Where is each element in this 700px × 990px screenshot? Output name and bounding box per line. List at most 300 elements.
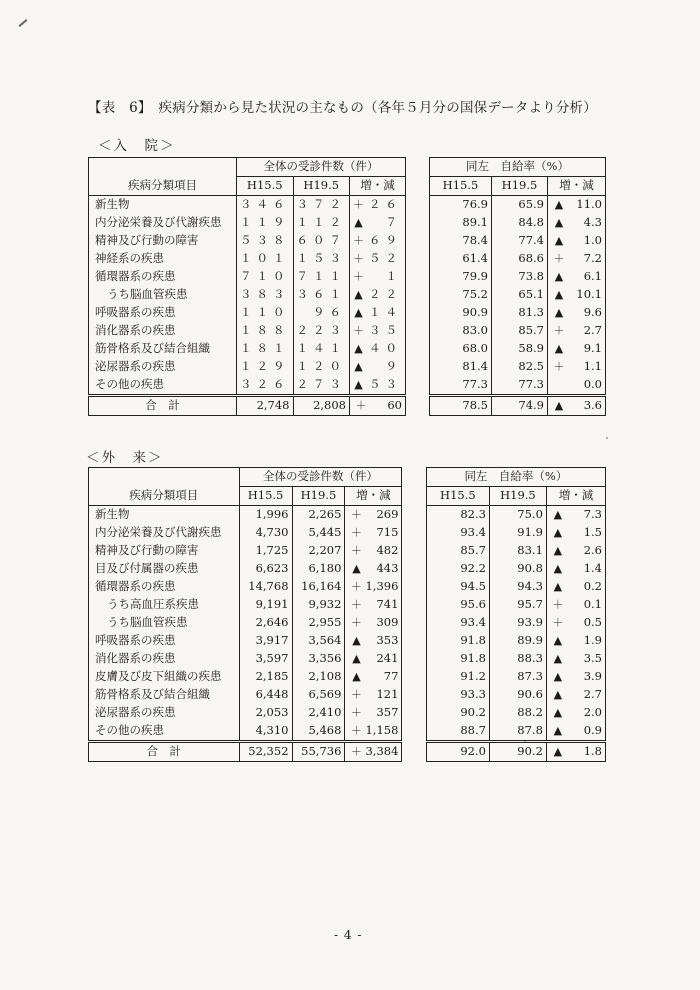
table-row [89,196,606,215]
row-label: その他の疾患 [89,376,237,396]
count-change [350,250,406,268]
page-number: - 4 - [334,928,363,942]
h15-rate: 93.4 [426,524,489,542]
change-sign-icon: ▲ [553,580,563,594]
h19-rate: 65.9 [492,196,548,215]
count-change [350,268,406,286]
h15-rate: 91.8 [426,650,489,668]
change-value: 3.5 [583,651,602,666]
change-sign-icon: ▲ [354,216,368,230]
change-sign-icon: ＋ [350,526,362,540]
row-label: 目及び付属器の疾患 [89,560,240,578]
change-sign-icon: ＋ [350,508,362,522]
change-value: １ [385,269,402,284]
change-value: 6.1 [583,269,602,284]
h15-count: 2,646 [239,614,292,632]
row-label: うち高血圧系疾患 [89,596,240,614]
header-blank [89,468,240,487]
h19-count: 2,207 [292,542,345,560]
row-label: うち脳血管疾患 [89,286,237,304]
h19-rate: 90.6 [489,686,546,704]
rate-group-header: 同左 自給率（%） [426,468,605,487]
rate-h15-column-header: H15.5 [426,487,489,506]
row-label: 筋骨格系及び結合組織 [89,686,240,704]
change-value: 0.2 [583,579,602,594]
h19-total-rate: 74.9 [492,396,548,416]
change-value: ６９ [369,233,402,248]
h19-count: ３６１ [293,286,350,304]
h19-count: 5,445 [292,524,345,542]
table-row [89,506,606,525]
rate-h19-column-header: H19.5 [489,487,546,506]
h19-rate: 88.3 [489,650,546,668]
rate-h15-column-header: H15.5 [430,177,492,196]
h19-rate: 82.5 [492,358,548,376]
change-sign-icon: ▲ [553,688,563,702]
change-value: 9.1 [583,341,602,356]
h15-rate: 61.4 [430,250,492,268]
change-sign-icon: ▲ [553,745,563,759]
change-value: 4.3 [583,215,602,230]
table-row [89,340,606,358]
change-value: 1.1 [583,359,602,374]
change-sign-icon: ▲ [554,288,564,302]
document-title: 【表 6】 疾病分類から見た状況の主なもの（各年５月分の国保データより分析） [88,100,597,116]
count-change [350,304,406,322]
table-row [89,250,606,268]
change-sign-icon: ＋ [553,360,565,374]
rate-change [548,322,606,340]
change-value: 2.0 [583,705,602,720]
count-change [345,506,402,525]
change-sign-icon: ＋ [355,399,367,413]
change-sign-icon: ▲ [352,634,361,648]
table-row [89,376,606,396]
row-label: 内分泌栄養及び代謝疾患 [89,214,237,232]
count-change [345,578,402,596]
h19-rate: 94.3 [489,578,546,596]
change-value: 60 [387,398,402,413]
h19-total-rate: 90.2 [489,742,546,762]
change-value: ５３ [369,377,402,392]
row-label: その他の疾患 [89,722,240,742]
count-change [345,668,402,686]
h15-rate: 94.5 [426,578,489,596]
change-sign-icon: ＋ [350,544,362,558]
count-change [345,614,402,632]
h15-rate: 82.3 [426,506,489,525]
row-label: 泌尿器系の疾患 [89,704,240,722]
h15-count: １１９ [237,214,294,232]
table-row [89,560,606,578]
h15-count: ３８３ [237,286,294,304]
h19-count: ９６ [293,304,350,322]
change-value: 1.0 [583,233,602,248]
table-row [89,614,606,632]
row-label: 皮膚及び皮下組織の疾患 [89,668,240,686]
h15-count: ３２６ [237,376,294,396]
table-row [89,686,606,704]
h15-count: 14,768 [239,578,292,596]
total-count-change [345,742,402,762]
rate-change [546,668,605,686]
h15-rate: 93.4 [426,614,489,632]
change-sign-icon: ▲ [554,342,564,356]
change-sign-icon: ＋ [350,580,362,594]
row-label: 循環器系の疾患 [89,578,240,596]
change-sign-icon: ＋ [350,598,362,612]
h19-count: 2,955 [292,614,345,632]
count-change [345,704,402,722]
change-sign-icon: ▲ [553,562,563,576]
row-label: 呼吸器系の疾患 [89,632,240,650]
h15-rate: 90.2 [426,704,489,722]
h19-column-header: H19.5 [293,177,350,196]
h15-rate: 81.4 [430,358,492,376]
change-sign-icon: ▲ [553,634,563,648]
change-sign-icon: ▲ [354,306,368,320]
h19-rate: 88.2 [489,704,546,722]
change-value: 10.1 [576,287,602,302]
table-row [89,286,606,304]
change-value: １４ [369,305,402,320]
change-value: 11.0 [576,197,602,212]
table-row [89,722,606,742]
rate-change [548,250,606,268]
table-row [89,304,606,322]
count-group-header: 全体の受診件数（件） [237,158,406,177]
h15-count: 4,730 [239,524,292,542]
change-value: ５２ [369,251,402,266]
total-row [89,742,606,762]
change-value: 2.7 [583,323,602,338]
count-change [345,542,402,560]
change-value: 715 [376,525,399,540]
total-rate-change [546,742,605,762]
h19-count: ２７３ [293,376,350,396]
change-sign-icon: ▲ [352,670,361,684]
change-value: 7.2 [583,251,602,266]
scan-speck [606,437,608,439]
count-change [345,560,402,578]
change-value: 2.6 [583,543,602,558]
rate-change [546,722,605,742]
change-value: 0.9 [583,723,602,738]
h19-count: 2,108 [292,668,345,686]
count-change [350,340,406,358]
change-value: ９ [385,359,402,374]
change-sign-icon: ▲ [354,342,368,356]
row-label: 精神及び行動の障害 [89,542,240,560]
h15-rate: 75.2 [430,286,492,304]
h15-rate: 92.2 [426,560,489,578]
h19-count: ３７２ [293,196,350,215]
outpatient-section-label: ＜外 来＞ [86,450,164,466]
count-change [345,686,402,704]
h19-rate: 89.9 [489,632,546,650]
h19-rate: 84.8 [492,214,548,232]
h19-count: 6,180 [292,560,345,578]
h15-rate: 77.3 [430,376,492,396]
count-change [350,214,406,232]
table-row [89,596,606,614]
h19-column-header: H19.5 [292,487,345,506]
h19-rate: 65.1 [492,286,548,304]
table-row [89,650,606,668]
h15-rate: 85.7 [426,542,489,560]
h15-rate: 95.6 [426,596,489,614]
h15-rate: 76.9 [430,196,492,215]
h15-count: ３４６ [237,196,294,215]
table-row [89,214,606,232]
h19-total: 2,808 [293,396,350,416]
table-row [89,358,606,376]
count-change [345,596,402,614]
rate-change [548,304,606,322]
change-value: 741 [376,597,399,612]
h19-rate: 77.3 [492,376,548,396]
change-sign-icon: ▲ [553,706,563,720]
h19-count: 2,265 [292,506,345,525]
h19-rate: 73.8 [492,268,548,286]
h15-count: 3,917 [239,632,292,650]
change-sign-icon: ＋ [552,616,564,630]
change-value: 0.1 [583,597,602,612]
change-sign-icon: ▲ [354,360,368,374]
h19-rate: 58.9 [492,340,548,358]
header-blank [89,158,237,177]
h19-rate: 95.7 [489,596,546,614]
change-value: 3,384 [365,744,399,759]
change-sign-icon: ▲ [554,399,564,413]
outpatient-table [88,467,606,762]
rate-change [548,214,606,232]
change-value: 443 [376,561,399,576]
h15-count: １０１ [237,250,294,268]
change-value: 241 [376,651,399,666]
table-row [89,542,606,560]
h19-rate: 87.3 [489,668,546,686]
count-change [350,286,406,304]
change-value: ２２ [369,287,402,302]
change-sign-icon: ＋ [353,198,369,212]
rate-change-column-header: 増・減 [548,177,606,196]
rate-change [548,232,606,250]
h19-count: 6,569 [292,686,345,704]
h15-rate: 83.0 [430,322,492,340]
change-value: 353 [376,633,399,648]
rate-change [548,196,606,215]
change-sign-icon: ▲ [354,288,368,302]
change-value: 309 [376,615,399,630]
h19-rate: 77.4 [492,232,548,250]
h19-count: 16,164 [292,578,345,596]
h15-rate: 68.0 [430,340,492,358]
change-sign-icon: ▲ [553,652,563,666]
change-value: ７ [385,215,402,230]
h15-rate: 79.9 [430,268,492,286]
change-value: ３５ [369,323,402,338]
h15-count: 4,310 [239,722,292,742]
h15-count: 6,448 [239,686,292,704]
row-label: 泌尿器系の疾患 [89,358,237,376]
item-column-header: 疾病分類項目 [89,177,237,196]
h15-count: 9,191 [239,596,292,614]
inpatient-table [88,157,606,416]
h15-rate: 88.7 [426,722,489,742]
h15-count: ７１０ [237,268,294,286]
change-sign-icon: ＋ [552,598,564,612]
change-sign-icon: ＋ [353,324,369,338]
count-change [345,524,402,542]
change-sign-icon: ＋ [353,252,369,266]
h19-rate: 85.7 [492,322,548,340]
h15-total-rate: 78.5 [430,396,492,416]
rate-group-header: 同左 自給率（%） [430,158,606,177]
h19-rate: 91.9 [489,524,546,542]
h19-count: ７１１ [293,268,350,286]
change-value: 1.9 [583,633,602,648]
h15-total: 52,352 [239,742,292,762]
change-value: 3.9 [583,669,602,684]
row-label: 消化器系の疾患 [89,650,240,668]
h19-rate: 75.0 [489,506,546,525]
h19-count: １２０ [293,358,350,376]
change-sign-icon: ▲ [554,216,564,230]
change-value: 357 [376,705,399,720]
change-sign-icon: ＋ [350,616,362,630]
scan-mark [19,19,28,27]
h19-count: 5,468 [292,722,345,742]
change-sign-icon: ＋ [350,724,362,738]
change-sign-icon: ▲ [352,652,361,666]
rate-change [548,286,606,304]
change-value: 269 [376,507,399,522]
change-value: 121 [376,687,399,702]
count-change [350,376,406,396]
change-value: 77 [383,669,399,684]
rate-change [546,524,605,542]
rate-change [546,686,605,704]
change-value: 482 [376,543,399,558]
row-label: 新生物 [89,506,240,525]
item-column-header: 疾病分類項目 [89,487,240,506]
row-label: うち脳血管疾患 [89,614,240,632]
h15-total: 2,748 [237,396,294,416]
h15-count: 1,725 [239,542,292,560]
change-sign-icon: ＋ [553,252,565,266]
row-label: 筋骨格系及び結合組織 [89,340,237,358]
change-value: 7.3 [583,507,602,522]
h19-count: 3,564 [292,632,345,650]
h19-count: 9,932 [292,596,345,614]
h19-count: １４１ [293,340,350,358]
change-sign-icon: ▲ [553,670,563,684]
change-sign-icon: ▲ [354,378,368,392]
change-sign-icon: ＋ [350,688,362,702]
h15-column-header: H15.5 [237,177,294,196]
h15-count: １１０ [237,304,294,322]
rate-change [546,506,605,525]
table-row [89,524,606,542]
change-sign-icon: ▲ [554,234,564,248]
change-value: 2.7 [583,687,602,702]
change-sign-icon: ▲ [554,270,564,284]
h19-rate: 81.3 [492,304,548,322]
change-value: 0.0 [583,377,602,392]
table-row [89,578,606,596]
change-column-header: 増・減 [350,177,406,196]
h15-count: １８８ [237,322,294,340]
h19-count: ６０７ [293,232,350,250]
change-value: 1.5 [583,525,602,540]
rate-change [546,614,605,632]
rate-change [546,632,605,650]
h15-count: 6,623 [239,560,292,578]
row-label: 新生物 [89,196,237,215]
change-value: 1,158 [365,723,399,738]
h15-column-header: H15.5 [239,487,292,506]
change-value: 1,396 [365,579,399,594]
count-change [345,632,402,650]
row-label: 内分泌栄養及び代謝疾患 [89,524,240,542]
rate-change-column-header: 増・減 [546,487,605,506]
count-change [350,358,406,376]
h15-rate: 93.3 [426,686,489,704]
h15-count: １２９ [237,358,294,376]
change-value: 1.4 [583,561,602,576]
rate-change [546,578,605,596]
h19-total: 55,736 [292,742,345,762]
h19-count: １５３ [293,250,350,268]
change-sign-icon: ▲ [553,724,563,738]
change-value: 1.8 [583,744,602,759]
h19-rate: 90.8 [489,560,546,578]
change-sign-icon: ＋ [350,745,362,759]
count-change [350,322,406,340]
count-change [345,650,402,668]
change-sign-icon: ＋ [353,234,369,248]
total-label: 合 計 [89,742,240,762]
h15-total-rate: 92.0 [426,742,489,762]
rate-change [548,268,606,286]
table-row [89,668,606,686]
table-row [89,704,606,722]
h15-count: 3,597 [239,650,292,668]
rate-change [546,560,605,578]
rate-change [546,704,605,722]
table-row [89,322,606,340]
row-label: 精神及び行動の障害 [89,232,237,250]
row-label: 消化器系の疾患 [89,322,237,340]
table-row [89,232,606,250]
change-sign-icon: ▲ [553,544,563,558]
table-row [89,632,606,650]
h15-rate: 89.1 [430,214,492,232]
rate-change [548,376,606,396]
h15-count: 2,185 [239,668,292,686]
h19-rate: 93.9 [489,614,546,632]
h15-rate: 90.9 [430,304,492,322]
rate-change [548,358,606,376]
h19-count: 3,356 [292,650,345,668]
h19-rate: 83.1 [489,542,546,560]
count-change [350,232,406,250]
h19-count: 2,410 [292,704,345,722]
h15-count: ５３８ [237,232,294,250]
total-count-change [350,396,406,416]
rate-change [546,650,605,668]
